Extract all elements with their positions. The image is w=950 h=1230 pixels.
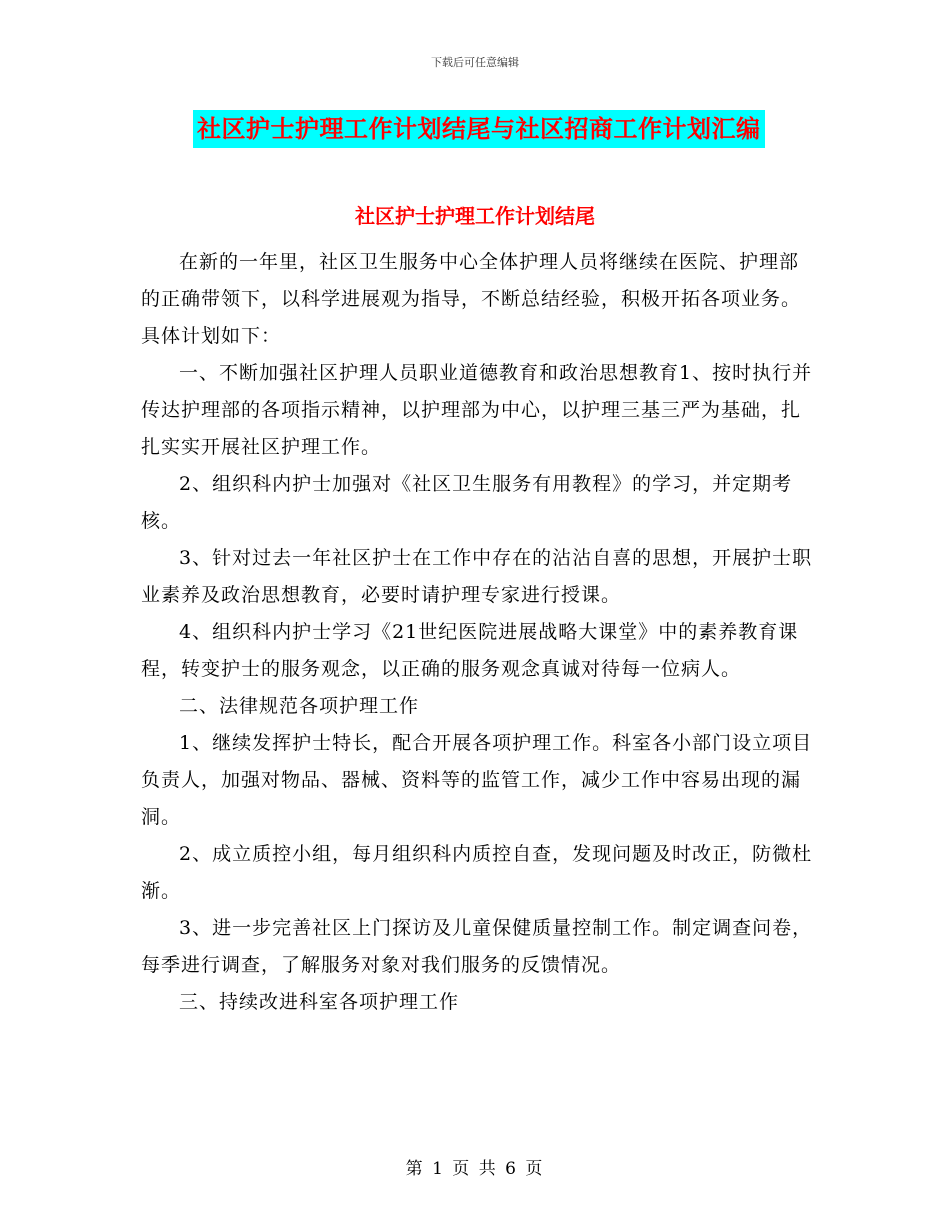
paragraph-intro: 在新的一年里，社区卫生服务中心全体护理人员将继续在医院、护理部的正确带领下，以科学进展观为指导，不断总结经验，积极开拓各项业务。具体计划如下： [141,251,802,347]
paragraph-item-2-2: 2、成立质控小组，每月组织科内质控自查，发现问题及时改正，防微杜渐。 [141,843,813,902]
paragraph-item-2-1: 1、继续发挥护士特长，配合开展各项护理工作。科室各小部门设立项目负责人，加强对物品、器械、资料等的监管工作，减少工作中容易出现的漏洞。 [141,732,813,828]
paragraph-item-4: 4、组织科内护士学习《21世纪医院进展战略大课堂》中的素养教育课程，转变护士的服务观念，以正确的服务观念真诚对待每一位病人。 [141,621,799,680]
paragraph-section-three: 三、持续改进科室各项护理工作 [179,991,460,1013]
section-title: 社区护士护理工作计划结尾 [355,204,595,228]
paragraph-item-2: 2、组织科内护士加强对《社区卫生服务有用教程》的学习，并定期考核。 [141,473,793,532]
paragraph-item-3: 3、针对过去一年社区护士在工作中存在的沾沾自喜的思想，开展护士职业素养及政治思想教育，必要时请护理专家进行授课。 [141,547,813,606]
paragraph-section-one: 一、不断加强社区护理人员职业道德教育和政治思想教育1、按时执行并传达护理部的各项指示精神，以护理部为中心，以护理三基三严为基础，扎扎实实开展社区护理工作。 [141,362,813,458]
paragraph-item-2-3: 3、进一步完善社区上门探访及儿童保健质量控制工作。制定调查问卷，每季进行调查，了解服务对象对我们服务的反馈情况。 [141,917,813,976]
paragraph-section-two: 二、法律规范各项护理工作 [179,695,420,717]
document-title: 社区护士护理工作计划结尾与社区招商工作计划汇编 [193,110,765,148]
page-number: 第 1 页 共 6 页 [405,1159,545,1179]
document-body [141,244,813,1021]
header-note: 下载后可任意编辑 [431,56,519,69]
